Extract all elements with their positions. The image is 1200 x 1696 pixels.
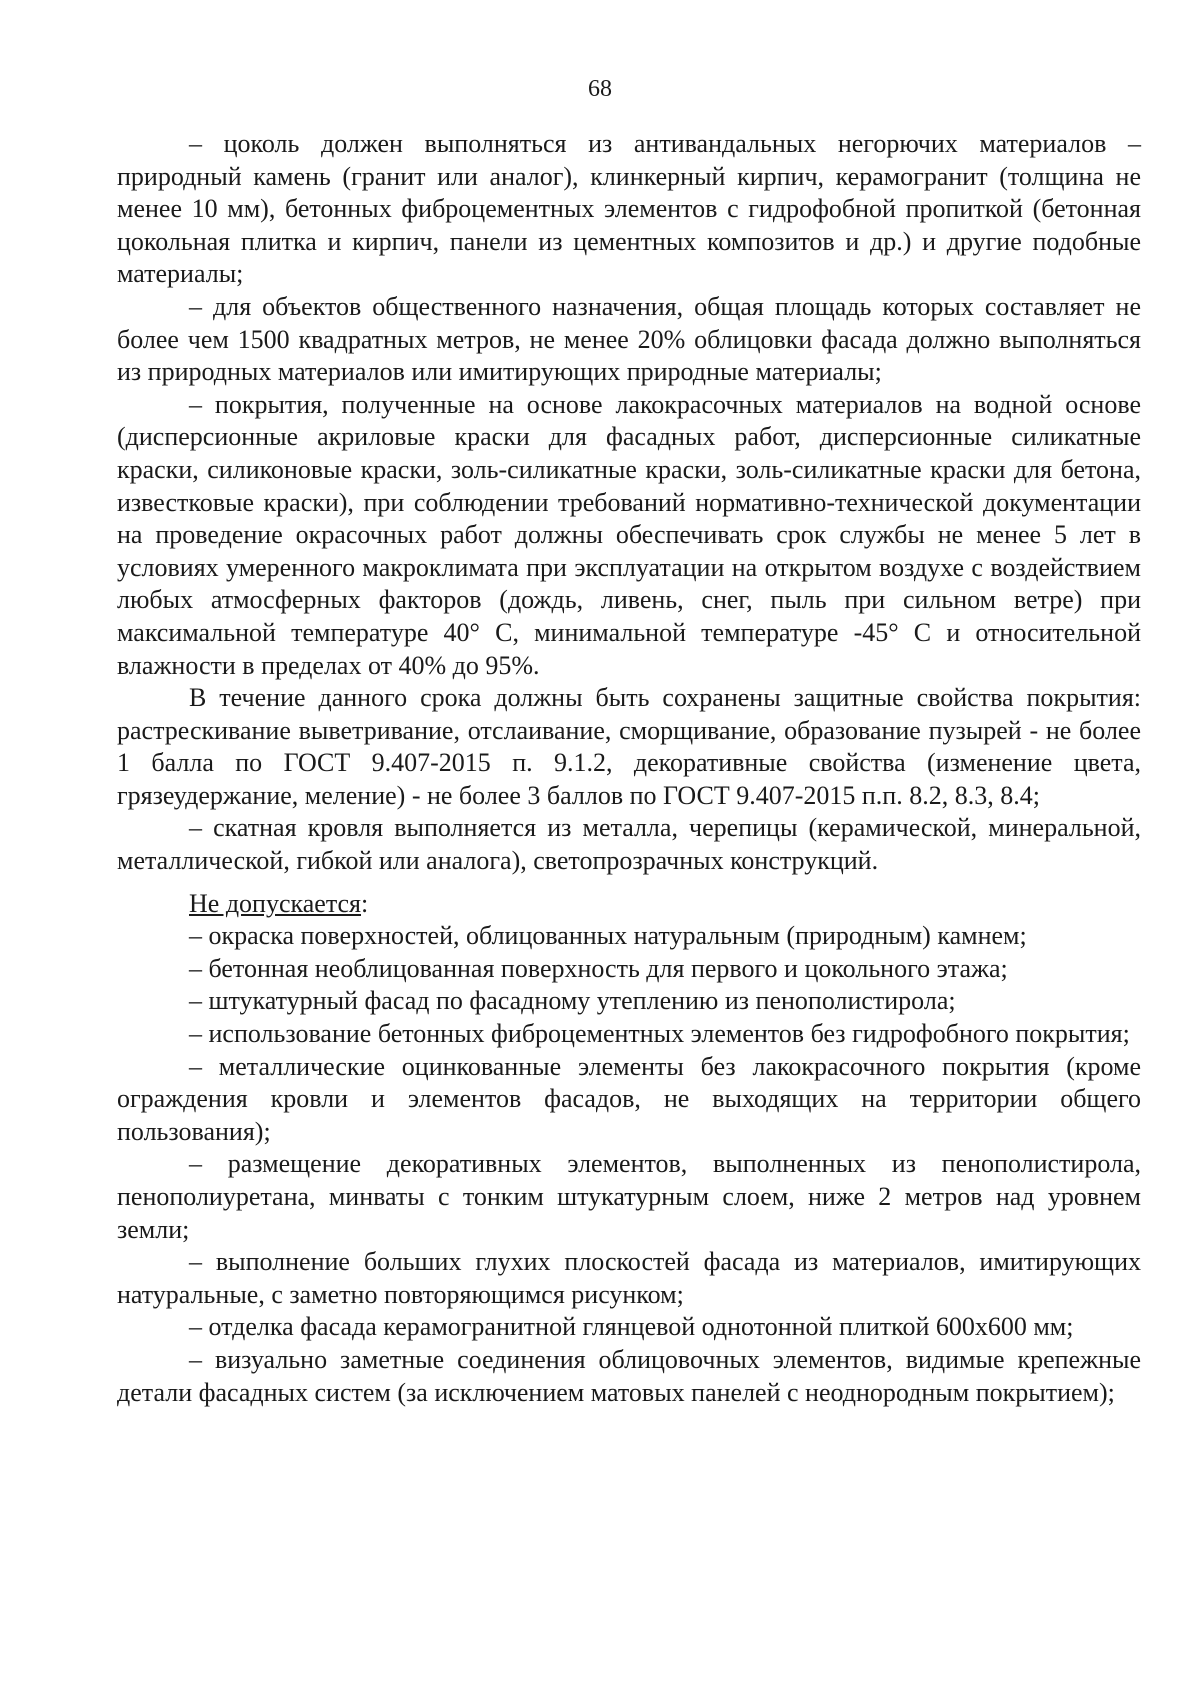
- not-allowed-item: – использование бетонных фиброцементных элементов без гидрофобного покрытия;: [189, 1019, 1130, 1049]
- paragraph-coatings: – покрытия, полученные на основе лакокрасочных материалов на водной основе (дисперсионные акриловые краски для фасадных работ, дисперсионные силикатные краски, силиконовые краски, золь-силикатные краски, золь-силикатные краски для бетона, известковые краски), при соблюдении требований нормативно-технической документации на проведение окрасочных работ должны обеспечивать срок службы не менее 5 лет в условиях умеренного макроклимата при эксплуатации на открытом воздухе с воздействием любых атмосферных факторов (дождь, ливень, снег, пыль при сильном ветре) при максимальной температуре 40° С, минимальной температуре -45° С и относительной влажности в пределах от 40% до 95%.: [117, 389, 1141, 680]
- paragraph-public-objects: – для объектов общественного назначения, общая площадь которых составляет не более чем 1500 квадратных метров, не менее 20% облицовки фасада должно выполняться из природных материалов или имитирующих природные материалы;: [117, 291, 1141, 387]
- document-body: [117, 128, 1141, 1409]
- not-allowed-item: – металлические оцинкованные элементы без лакокрасочного покрытия (кроме ограждения кровли и элементов фасадов, не выходящих на территории общего пользования);: [117, 1051, 1141, 1146]
- not-allowed-item: – окраска поверхностей, облицованных натуральным (природным) камнем;: [189, 921, 1027, 951]
- page-number: 68: [588, 76, 612, 102]
- paragraph-pitched-roof: – скатная кровля выполняется из металла, черепицы (керамической, минеральной, металлической, гибкой или аналога), светопрозрачных конструкций.: [117, 813, 1141, 876]
- not-allowed-heading: Не допускается: [189, 888, 361, 918]
- not-allowed-item: – визуально заметные соединения облицовочных элементов, видимые крепежные детали фасадных систем (за исключением матовых панелей с неоднородным покрытием);: [117, 1344, 1141, 1407]
- paragraph-plinth: – цоколь должен выполняться из антивандальных негорючих материалов – природный камень (гранит или аналог), клинкерный кирпич, керамогранит (толщина не менее 10 мм), бетонных фиброцементных элементов с гидрофобной пропиткой (бетонная цокольная плитка и кирпич, панели из цементных композитов и др.) и другие подобные материалы;: [117, 129, 1141, 289]
- not-allowed-item: – размещение декоративных элементов, выполненных из пенополистирола, пенополиуретана, минваты с тонким штукатурным слоем, ниже 2 метров над уровнем земли;: [117, 1149, 1141, 1244]
- not-allowed-colon: :: [361, 888, 369, 918]
- not-allowed-item: – выполнение больших глухих плоскостей фасада из материалов, имитирующих натуральные, с заметно повторяющимся рисунком;: [117, 1247, 1141, 1309]
- not-allowed-item: – штукатурный фасад по фасадному утеплению из пенополистирола;: [189, 986, 956, 1016]
- not-allowed-heading-line: [117, 888, 1141, 921]
- paragraph-protective-properties: В течение данного срока должны быть сохранены защитные свойства покрытия: растрескивание выветривание, отслаивание, сморщивание, образование пузырей - не более 1 балла по ГОСТ 9.407-2015 п. 9.1.2, декоративные свойства (изменение цвета, грязеудержание, меление) - не более 3 баллов по ГОСТ 9.407-2015 п.п. 8.2, 8.3, 8.4;: [117, 683, 1141, 810]
- not-allowed-item: – отделка фасада керамогранитной глянцевой однотонной плиткой 600х600 мм;: [189, 1312, 1074, 1342]
- not-allowed-item: – бетонная необлицованная поверхность для первого и цокольного этажа;: [189, 953, 1008, 983]
